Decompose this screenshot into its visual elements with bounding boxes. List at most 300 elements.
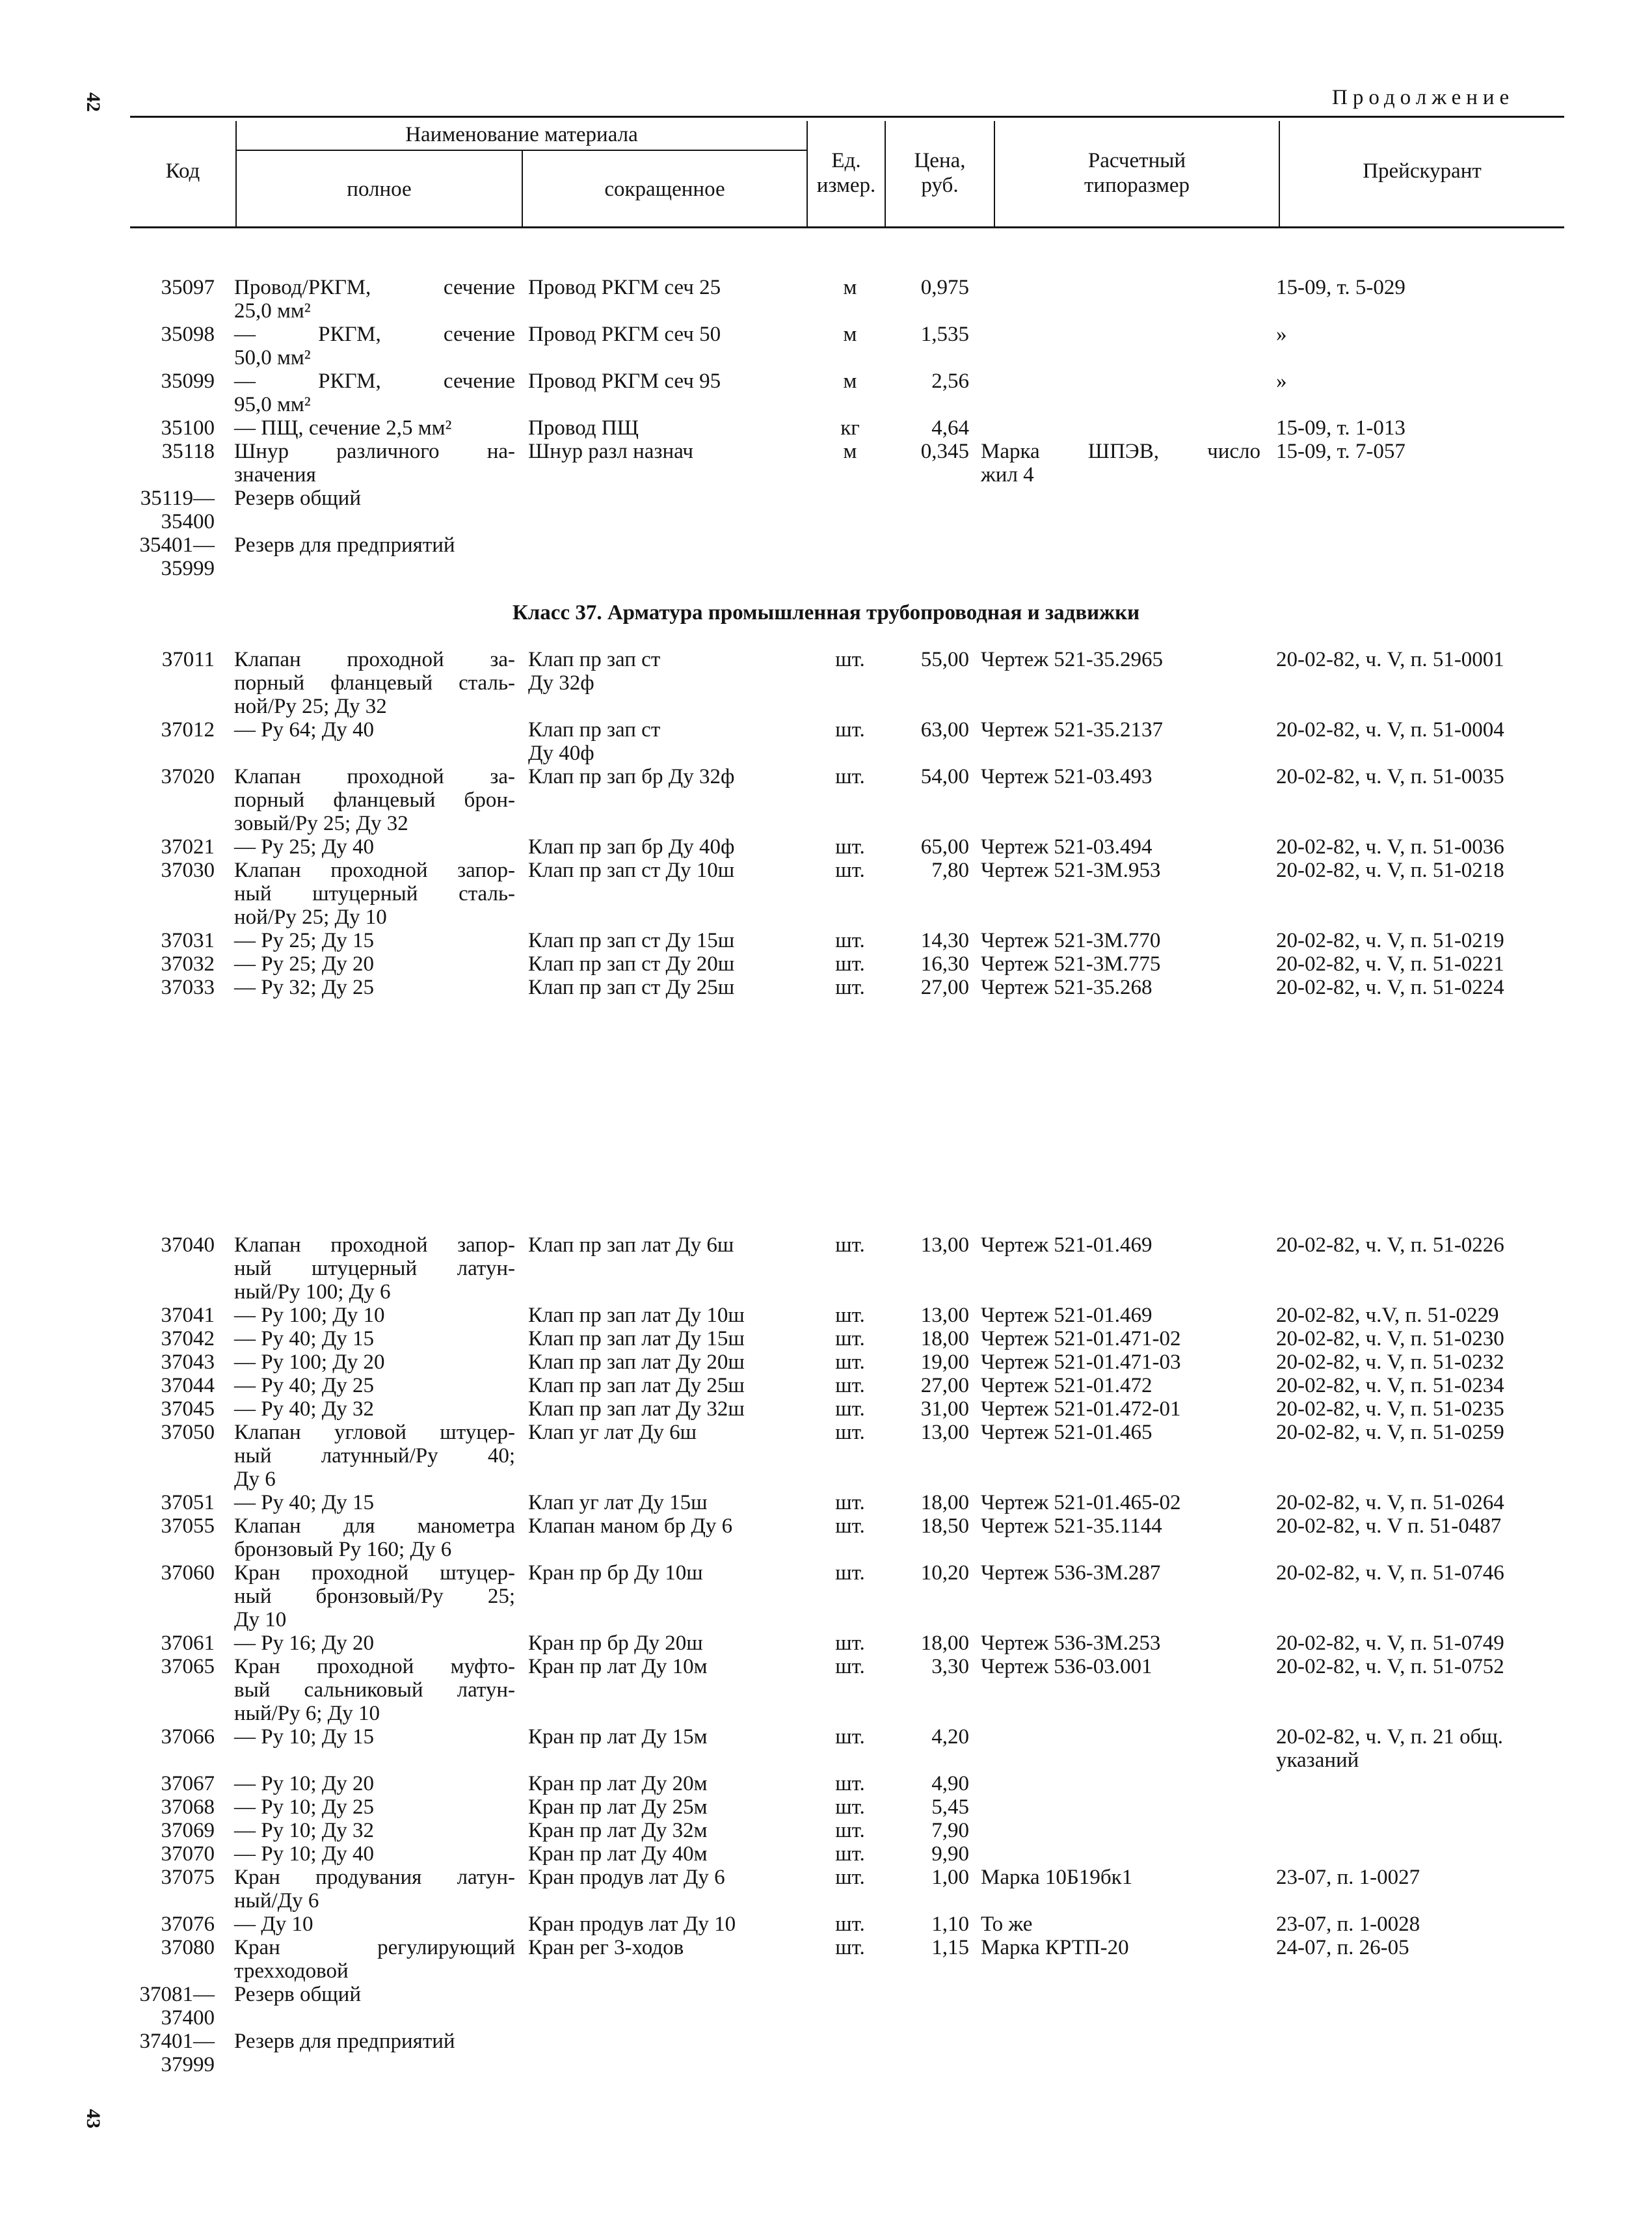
- short-name-cell-line: Кран пр лат Ду 25м: [528, 1795, 708, 1819]
- full-name-cell-line: порный фланцевый сталь-: [234, 671, 515, 695]
- price-list-cell-line: 15-09, т. 7-057: [1276, 440, 1406, 463]
- size-cell: [981, 765, 1260, 788]
- price-list-cell-line: 20-02-82, ч. V, п. 51-0234: [1276, 1374, 1504, 1397]
- code-cell-line: 37401—: [139, 2030, 215, 2053]
- full-name-cell-line: — Ру 100; Ду 20: [234, 1350, 385, 1374]
- code-cell-line: 35119—: [140, 487, 215, 510]
- unit-cell: шт.: [835, 1842, 865, 1866]
- code-cell-line: 37055: [161, 1514, 215, 1538]
- price-list-cell-line: 20-02-82, ч. V, п. 51-0036: [1276, 835, 1504, 859]
- full-name-cell: [234, 1655, 515, 1725]
- full-name-cell: [234, 718, 515, 742]
- size-cell: [981, 1304, 1260, 1327]
- short-name-cell: [528, 1631, 814, 1655]
- code-cell: [130, 1350, 215, 1374]
- price-list-cell: [1276, 859, 1562, 882]
- size-cell-line: Чертеж 521-03.493: [981, 765, 1152, 788]
- unit-cell: шт.: [835, 718, 865, 742]
- price-list-cell: [1276, 1725, 1562, 1772]
- unit-cell: шт.: [835, 1304, 865, 1327]
- short-name-cell-line: Клап пр зап ст Ду 15ш: [528, 929, 735, 952]
- short-name-cell-line: Клап пр зап лат Ду 15ш: [528, 1327, 745, 1350]
- full-name-cell-line: зовый/Ру 25; Ду 32: [234, 812, 408, 835]
- size-cell-line: Чертеж 536-3М.253: [981, 1631, 1161, 1655]
- unit-cell: шт.: [835, 1327, 865, 1350]
- full-name-cell-line: ный бронзовый/Ру 25;: [234, 1585, 515, 1608]
- short-name-cell: [528, 1913, 814, 1936]
- price-cell: 1,535: [920, 323, 969, 346]
- price-cell: 18,00: [920, 1631, 969, 1655]
- unit-cell: шт.: [835, 929, 865, 952]
- header-top-rule: [130, 116, 1564, 118]
- full-name-cell: [234, 1327, 515, 1350]
- unit-cell: шт.: [835, 765, 865, 788]
- short-name-cell-line: Кран продув лат Ду 6: [528, 1866, 725, 1889]
- code-cell: [130, 2030, 215, 2076]
- short-name-cell: [528, 859, 814, 882]
- price-list-cell: [1276, 1233, 1562, 1257]
- code-cell: [130, 1655, 215, 1678]
- full-name-cell-line: Клапан проходной запор-: [234, 859, 515, 882]
- code-cell-line: 37068: [161, 1795, 215, 1819]
- short-name-cell: [528, 1866, 814, 1889]
- price-list-cell: [1276, 1350, 1562, 1374]
- code-cell-line: 35401—: [139, 533, 215, 557]
- short-name-cell: [528, 1421, 814, 1444]
- short-name-cell: [528, 1304, 814, 1327]
- size-cell: [981, 859, 1260, 882]
- full-name-cell: [234, 1725, 515, 1749]
- full-name-cell-line: порный фланцевый брон-: [234, 788, 515, 812]
- unit-cell: шт.: [835, 1913, 865, 1936]
- full-name-cell-line: Шнур различного на-: [234, 440, 515, 463]
- code-cell-line: 37040: [161, 1233, 215, 1257]
- price-cell: 7,90: [931, 1819, 969, 1842]
- unit-cell: шт.: [835, 1491, 865, 1514]
- code-cell-line: 37021: [161, 835, 215, 859]
- full-name-cell-line: ной/Ру 25; Ду 32: [234, 695, 387, 718]
- full-name-cell-line: — Ру 10; Ду 32: [234, 1819, 375, 1842]
- unit-cell: шт.: [835, 835, 865, 859]
- short-name-cell-line: Клап уг лат Ду 6ш: [528, 1421, 697, 1444]
- short-name-cell: [528, 416, 814, 440]
- price-list-cell-line: »: [1276, 323, 1287, 346]
- unit-cell: шт.: [835, 1866, 865, 1889]
- unit-cell: м: [843, 276, 857, 299]
- price-list-cell-line: 20-02-82, ч. V, п. 51-0221: [1276, 952, 1504, 976]
- full-name-cell: [234, 648, 515, 718]
- code-cell-line: 37030: [161, 859, 215, 882]
- size-cell: [981, 1397, 1260, 1421]
- size-cell: [981, 1936, 1260, 1959]
- header-price-line1: Цена,: [914, 149, 966, 172]
- price-cell: 18,50: [920, 1514, 969, 1538]
- full-name-cell-line: Клапан для манометра: [234, 1514, 515, 1538]
- full-name-cell-line: Кран продувания латун-: [234, 1866, 515, 1889]
- short-name-cell-line: Клап пр зап лат Ду 6ш: [528, 1233, 734, 1257]
- full-name-cell: [234, 487, 515, 510]
- code-cell: [130, 369, 215, 393]
- price-list-cell-line: 15-09, т. 5-029: [1276, 276, 1406, 299]
- short-name-cell: [528, 1772, 814, 1795]
- size-cell-line: Чертеж 521-01.471-02: [981, 1327, 1181, 1350]
- code-cell-line: 37067: [161, 1772, 215, 1795]
- code-cell-line: 37076: [161, 1913, 215, 1936]
- size-cell: [981, 1421, 1260, 1444]
- short-name-cell: [528, 1842, 814, 1866]
- short-name-cell-line: Клап пр зап ст: [528, 648, 661, 671]
- short-name-cell: [528, 1233, 814, 1257]
- short-name-cell: [528, 1374, 814, 1397]
- price-cell: 31,00: [920, 1397, 969, 1421]
- full-name-cell: [234, 416, 515, 440]
- full-name-cell-line: — Ру 10; Ду 20: [234, 1772, 375, 1795]
- full-name-cell: [234, 1772, 515, 1795]
- short-name-cell: [528, 276, 814, 299]
- code-cell: [130, 533, 215, 580]
- size-cell: [981, 1491, 1260, 1514]
- full-name-cell: [234, 1913, 515, 1936]
- short-name-cell: [528, 1819, 814, 1842]
- code-cell-line: 37400: [161, 2006, 215, 2030]
- code-cell-line: 37061: [161, 1631, 215, 1655]
- price-list-cell-line: 20-02-82, ч. V, п. 51-0264: [1276, 1491, 1504, 1514]
- full-name-cell: [234, 1936, 515, 1983]
- price-list-cell-line: 20-02-82, ч. V, п. 51-0235: [1276, 1397, 1504, 1421]
- full-name-cell-line: Кран проходной штуцер-: [234, 1561, 515, 1585]
- price-list-cell: [1276, 718, 1562, 742]
- header-unit: [808, 148, 885, 198]
- short-name-cell-line: Провод РКГМ сеч 95: [528, 369, 721, 393]
- price-list-cell-line: указаний: [1276, 1749, 1359, 1772]
- short-name-cell-line: Кран рег 3-ходов: [528, 1936, 684, 1959]
- price-list-cell-line: 20-02-82, ч. V п. 51-0487: [1276, 1514, 1502, 1538]
- code-cell: [130, 1514, 215, 1538]
- size-cell-line: Марка 10Б19бк1: [981, 1866, 1133, 1889]
- size-cell-line: Чертеж 521-01.469: [981, 1304, 1152, 1327]
- full-name-cell-line: Кран регулирующий: [234, 1936, 515, 1959]
- code-cell: [130, 323, 215, 346]
- code-cell: [130, 1983, 215, 2030]
- price-list-cell: [1276, 1327, 1562, 1350]
- full-name-cell-line: 25,0 мм²: [234, 299, 311, 323]
- code-cell: [130, 1913, 215, 1936]
- short-name-cell-line: Кран пр бр Ду 20ш: [528, 1631, 703, 1655]
- size-cell: [981, 1561, 1260, 1585]
- full-name-cell: [234, 1795, 515, 1819]
- size-cell: [981, 1374, 1260, 1397]
- code-cell: [130, 487, 215, 533]
- price-list-cell: [1276, 765, 1562, 788]
- short-name-cell: [528, 1327, 814, 1350]
- code-cell: [130, 276, 215, 299]
- price-cell: 13,00: [920, 1421, 969, 1444]
- full-name-cell-line: Кран проходной муфто-: [234, 1655, 515, 1678]
- full-name-cell: [234, 1514, 515, 1561]
- unit-cell: шт.: [835, 1725, 865, 1749]
- size-cell-line: Чертеж 521-35.268: [981, 976, 1152, 999]
- price-list-cell-line: 20-02-82, ч. V, п. 51-0004: [1276, 718, 1504, 742]
- price-list-cell: [1276, 276, 1562, 299]
- size-cell: [981, 440, 1260, 487]
- price-cell: 9,90: [931, 1842, 969, 1866]
- short-name-cell: [528, 1397, 814, 1421]
- unit-cell: м: [843, 369, 857, 393]
- size-cell-line: Чертеж 521-01.472-01: [981, 1397, 1181, 1421]
- code-cell: [130, 835, 215, 859]
- full-name-cell-line: Ду 6: [234, 1468, 276, 1491]
- size-cell: [981, 952, 1260, 976]
- unit-cell: шт.: [835, 1514, 865, 1538]
- price-list-cell-line: 20-02-82, ч. V, п. 51-0218: [1276, 859, 1504, 882]
- short-name-cell-line: Кран пр лат Ду 15м: [528, 1725, 708, 1749]
- price-list-cell: [1276, 1421, 1562, 1444]
- full-name-cell-line: ной/Ру 25; Ду 10: [234, 906, 387, 929]
- code-cell: [130, 859, 215, 882]
- price-list-cell: [1276, 835, 1562, 859]
- full-name-cell: [234, 929, 515, 952]
- size-cell-line: Чертеж 521-01.465-02: [981, 1491, 1181, 1514]
- full-name-cell-line: — Ру 64; Ду 40: [234, 718, 375, 742]
- price-list-cell-line: 20-02-82, ч. V, п. 51-0230: [1276, 1327, 1504, 1350]
- size-cell-line: жил 4: [981, 463, 1034, 487]
- header-code: Код: [165, 159, 200, 183]
- code-cell-line: 35999: [161, 557, 215, 580]
- price-list-cell-line: 23-07, п. 1-0027: [1276, 1866, 1420, 1889]
- code-cell-line: 37080: [161, 1936, 215, 1959]
- short-name-cell: [528, 440, 814, 463]
- code-cell: [130, 1374, 215, 1397]
- size-cell-line: Чертеж 521-01.465: [981, 1421, 1152, 1444]
- full-name-cell: [234, 1842, 515, 1866]
- price-list-cell: [1276, 1374, 1562, 1397]
- code-cell-line: 37043: [161, 1350, 215, 1374]
- full-name-cell: [234, 1304, 515, 1327]
- unit-cell: шт.: [835, 1421, 865, 1444]
- size-cell: [981, 1233, 1260, 1257]
- size-cell-line: Чертеж 521-3М.775: [981, 952, 1161, 976]
- size-cell: [981, 976, 1260, 999]
- price-list-cell-line: 20-02-82, ч. V, п. 51-0259: [1276, 1421, 1504, 1444]
- code-cell: [130, 1327, 215, 1350]
- code-cell-line: 37051: [161, 1491, 215, 1514]
- price-cell: 55,00: [920, 648, 969, 671]
- full-name-cell-line: Резерв для предприятий: [234, 2030, 455, 2053]
- code-cell-line: 37065: [161, 1655, 215, 1678]
- unit-cell: шт.: [835, 1374, 865, 1397]
- code-cell-line: 37050: [161, 1421, 215, 1444]
- short-name-cell-line: Клап пр зап лат Ду 25ш: [528, 1374, 745, 1397]
- header-price-line2: руб.: [921, 174, 959, 197]
- full-name-cell-line: — Ру 32; Ду 25: [234, 976, 375, 999]
- unit-cell: кг: [840, 416, 860, 440]
- short-name-cell-line: Клапан маном бр Ду 6: [528, 1514, 733, 1538]
- short-name-cell: [528, 1936, 814, 1959]
- price-list-cell-line: 20-02-82, ч. V, п. 51-0226: [1276, 1233, 1504, 1257]
- size-cell-line: То же: [981, 1913, 1033, 1936]
- full-name-cell: [234, 1819, 515, 1842]
- short-name-cell-line: Клап пр зап ст Ду 25ш: [528, 976, 735, 999]
- short-name-cell-line: Кран продув лат Ду 10: [528, 1913, 736, 1936]
- full-name-cell-line: ный штуцерный сталь-: [234, 882, 515, 906]
- full-name-cell-line: — Ду 10: [234, 1913, 313, 1936]
- unit-cell: шт.: [835, 1655, 865, 1678]
- full-name-cell-line: 50,0 мм²: [234, 346, 311, 369]
- short-name-cell-line: Клап пр зап бр Ду 40ф: [528, 835, 735, 859]
- code-cell-line: 37031: [161, 929, 215, 952]
- price-list-cell: [1276, 1304, 1562, 1327]
- code-cell: [130, 1304, 215, 1327]
- code-cell: [130, 1631, 215, 1655]
- size-cell-line: Марка ШПЭВ, число: [981, 440, 1260, 463]
- price-list-cell-line: 20-02-82, ч. V, п. 21 общ.: [1276, 1725, 1504, 1749]
- unit-cell: шт.: [835, 648, 865, 671]
- short-name-cell: [528, 952, 814, 976]
- full-name-cell: [234, 440, 515, 487]
- price-cell: 1,10: [931, 1913, 969, 1936]
- code-cell-line: 35098: [161, 323, 215, 346]
- price-list-cell-line: 20-02-82, ч. V, п. 51-0232: [1276, 1350, 1504, 1374]
- full-name-cell-line: 95,0 мм²: [234, 393, 311, 416]
- full-name-cell-line: — Ру 25; Ду 20: [234, 952, 375, 976]
- full-name-cell-line: Резерв общий: [234, 487, 362, 510]
- code-cell-line: 37999: [161, 2053, 215, 2076]
- page-number-bottom: 43: [83, 2109, 104, 2128]
- header-size-line2: типоразмер: [1084, 174, 1190, 197]
- unit-cell: шт.: [835, 1819, 865, 1842]
- code-cell-line: 37081—: [139, 1983, 215, 2006]
- unit-cell: шт.: [835, 1795, 865, 1819]
- code-cell-line: 37069: [161, 1819, 215, 1842]
- code-cell: [130, 952, 215, 976]
- full-name-cell-line: — Ру 40; Ду 25: [234, 1374, 375, 1397]
- full-name-cell-line: — Ру 16; Ду 20: [234, 1631, 375, 1655]
- price-list-cell-line: 20-02-82, ч. V, п. 51-0035: [1276, 765, 1504, 788]
- price-cell: 10,20: [920, 1561, 969, 1585]
- full-name-cell-line: — Ру 10; Ду 15: [234, 1725, 375, 1749]
- code-cell: [130, 1561, 215, 1585]
- full-name-cell-line: Клапан угловой штуцер-: [234, 1421, 515, 1444]
- price-list-cell: [1276, 1866, 1562, 1889]
- price-list-cell: [1276, 1491, 1562, 1514]
- code-cell: [130, 976, 215, 999]
- unit-cell: шт.: [835, 1350, 865, 1374]
- price-list-cell-line: 15-09, т. 1-013: [1276, 416, 1406, 440]
- unit-cell: шт.: [835, 952, 865, 976]
- full-name-cell-line: вый сальниковый латун-: [234, 1678, 515, 1702]
- full-name-cell: [234, 1374, 515, 1397]
- size-cell-line: Чертеж 521-01.471-03: [981, 1350, 1181, 1374]
- short-name-cell-line: Кран пр лат Ду 20м: [528, 1772, 708, 1795]
- code-cell-line: 37066: [161, 1725, 215, 1749]
- price-list-cell-line: 20-02-82, ч. V, п. 51-0001: [1276, 648, 1504, 671]
- code-cell-line: 37041: [161, 1304, 215, 1327]
- short-name-cell: [528, 1561, 814, 1585]
- full-name-cell-line: Клапан проходной запор-: [234, 1233, 515, 1257]
- short-name-cell: [528, 929, 814, 952]
- code-cell: [130, 1866, 215, 1889]
- full-name-cell-line: трехходовой: [234, 1959, 349, 1983]
- short-name-cell: [528, 1350, 814, 1374]
- size-cell: [981, 1350, 1260, 1374]
- full-name-cell-line: ный/Ру 100; Ду 6: [234, 1280, 391, 1304]
- price-list-cell: [1276, 416, 1562, 440]
- price-list-cell-line: 20-02-82, ч. V, п. 51-0752: [1276, 1655, 1504, 1678]
- full-name-cell: [234, 976, 515, 999]
- full-name-cell-line: ный штуцерный латун-: [234, 1257, 515, 1280]
- unit-cell: м: [843, 323, 857, 346]
- code-cell: [130, 1772, 215, 1795]
- price-cell: 27,00: [920, 976, 969, 999]
- price-list-cell-line: 20-02-82, ч.V, п. 51-0229: [1276, 1304, 1499, 1327]
- size-cell-line: Чертеж 536-3М.287: [981, 1561, 1161, 1585]
- size-cell: [981, 1655, 1260, 1678]
- price-cell: 5,45: [931, 1795, 969, 1819]
- size-cell: [981, 929, 1260, 952]
- full-name-cell-line: — ПЩ, сечение 2,5 мм²: [234, 416, 452, 440]
- full-name-cell: [234, 859, 515, 929]
- code-cell-line: 37044: [161, 1374, 215, 1397]
- full-name-cell: [234, 1350, 515, 1374]
- short-name-cell-line: Провод ПЩ: [528, 416, 639, 440]
- short-name-cell-line: Ду 40ф: [528, 742, 594, 765]
- code-cell-line: 35099: [161, 369, 215, 393]
- full-name-cell: [234, 369, 515, 416]
- code-cell-line: 37045: [161, 1397, 215, 1421]
- section-title: Класс 37. Арматура промышленная трубопроводная и задвижки: [512, 601, 1140, 624]
- full-name-cell-line: — Ру 25; Ду 15: [234, 929, 375, 952]
- price-cell: 2,56: [931, 369, 969, 393]
- full-name-cell-line: Клапан проходной за-: [234, 648, 515, 671]
- short-name-cell: [528, 1514, 814, 1538]
- code-cell-line: 35118: [161, 440, 215, 463]
- short-name-cell: [528, 1491, 814, 1514]
- full-name-cell-line: бронзовый Ру 160; Ду 6: [234, 1538, 452, 1561]
- short-name-cell: [528, 976, 814, 999]
- full-name-cell-line: — Ру 40; Ду 32: [234, 1397, 375, 1421]
- price-list-cell: [1276, 976, 1562, 999]
- full-name-cell-line: — РКГМ, сечение: [234, 369, 515, 393]
- unit-cell: шт.: [835, 1397, 865, 1421]
- full-name-cell: [234, 1983, 515, 2006]
- header-bottom-rule: [130, 226, 1564, 228]
- price-cell: 4,64: [931, 416, 969, 440]
- size-cell: [981, 1866, 1260, 1889]
- code-cell: [130, 1491, 215, 1514]
- price-list-cell: [1276, 1936, 1562, 1959]
- price-cell: 19,00: [920, 1350, 969, 1374]
- header-full: полное: [347, 178, 412, 201]
- price-cell: 63,00: [920, 718, 969, 742]
- size-cell-line: Чертеж 521-35.1144: [981, 1514, 1162, 1538]
- full-name-cell: [234, 1421, 515, 1491]
- full-name-cell: [234, 533, 515, 557]
- code-cell: [130, 1936, 215, 1959]
- code-cell-line: 35097: [161, 276, 215, 299]
- size-cell-line: Чертеж 521-3М.770: [981, 929, 1161, 952]
- price-list-cell: [1276, 323, 1562, 346]
- short-name-cell: [528, 369, 814, 393]
- size-cell-line: Чертеж 536-03.001: [981, 1655, 1152, 1678]
- unit-cell: шт.: [835, 1936, 865, 1959]
- header-price-list: Прейскурант: [1363, 159, 1482, 183]
- code-cell-line: 37033: [161, 976, 215, 999]
- price-list-cell-line: 20-02-82, ч. V, п. 51-0746: [1276, 1561, 1504, 1585]
- full-name-cell-line: ный/Ду 6: [234, 1889, 319, 1913]
- header-unit-line1: Ед.: [831, 149, 861, 172]
- full-name-cell: [234, 1233, 515, 1304]
- short-name-cell-line: Клап пр зап ст: [528, 718, 661, 742]
